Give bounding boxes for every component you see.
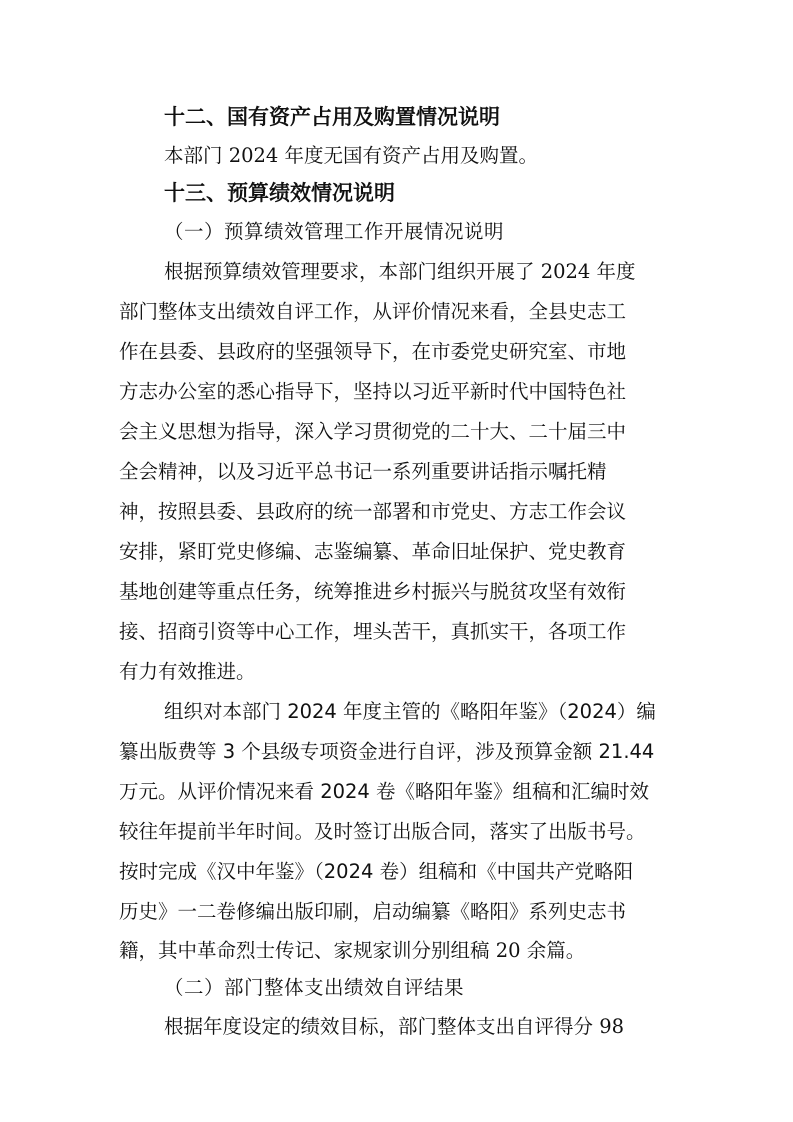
paragraph-line: 纂出版费等 3 个县级专项资金进行自评，涉及预算金额 21.44: [119, 740, 655, 763]
paragraph-line: 安排，紧盯党史修编、志鉴编纂、革命旧址保护、党史教育: [119, 540, 627, 563]
paragraph-line: 全会精神，以及习近平总书记一系列重要讲话指示嘱托精: [119, 460, 607, 483]
section-12-text: 本部门 2024 年度无国有资产占用及购置。: [164, 144, 539, 167]
paragraph-line: 较往年提前半年时间。及时签订出版合同，落实了出版书号。: [119, 820, 646, 843]
paragraph-line: 神，按照县委、县政府的统一部署和市党史、方志工作会议: [119, 500, 627, 523]
paragraph-line: 根据年度设定的绩效目标，部门整体支出自评得分 98: [164, 1015, 625, 1038]
section-13-subheading-2: （二）部门整体支出绩效自评结果: [164, 976, 465, 999]
paragraph-line: 接、招商引资等中心工作，埋头苦干，真抓实干，各项工作: [119, 620, 627, 643]
section-13-heading: 十三、预算绩效情况说明: [164, 181, 395, 205]
paragraph-line: 方志办公室的悉心指导下，坚持以习近平新时代中国特色社: [119, 380, 627, 403]
paragraph-line: 按时完成《汉中年鉴》（2024 卷）组稿和《中国共产党略阳: [119, 860, 634, 883]
paragraph-line: 万元。从评价情况来看 2024 卷《略阳年鉴》组稿和汇编时效: [119, 780, 650, 803]
paragraph-line: 有力有效推进。: [119, 660, 256, 683]
paragraph-line: 作在县委、县政府的坚强领导下，在市委党史研究室、市地: [119, 340, 627, 363]
paragraph-line: 部门整体支出绩效自评工作，从评价情况来看，全县史志工: [119, 300, 627, 323]
section-13-subheading-1: （一）预算绩效管理工作开展情况说明: [164, 220, 505, 243]
paragraph-line: 历史》一二卷修编出版印刷，启动编纂《略阳》系列史志书: [119, 900, 627, 923]
paragraph-line: 会主义思想为指导，深入学习贯彻党的二十大、二十届三中: [119, 420, 627, 443]
paragraph-line: 基地创建等重点任务，统筹推进乡村振兴与脱贫攻坚有效衔: [119, 580, 627, 603]
paragraph-line: 籍，其中革命烈士传记、家规家训分别组稿 20 余篇。: [119, 939, 586, 962]
paragraph-line: 组织对本部门 2024 年度主管的《略阳年鉴》（2024）编: [164, 700, 656, 723]
paragraph-line: 根据预算绩效管理要求，本部门组织开展了 2024 年度: [164, 260, 636, 283]
section-12-heading: 十二、国有资产占用及购置情况说明: [164, 105, 500, 129]
